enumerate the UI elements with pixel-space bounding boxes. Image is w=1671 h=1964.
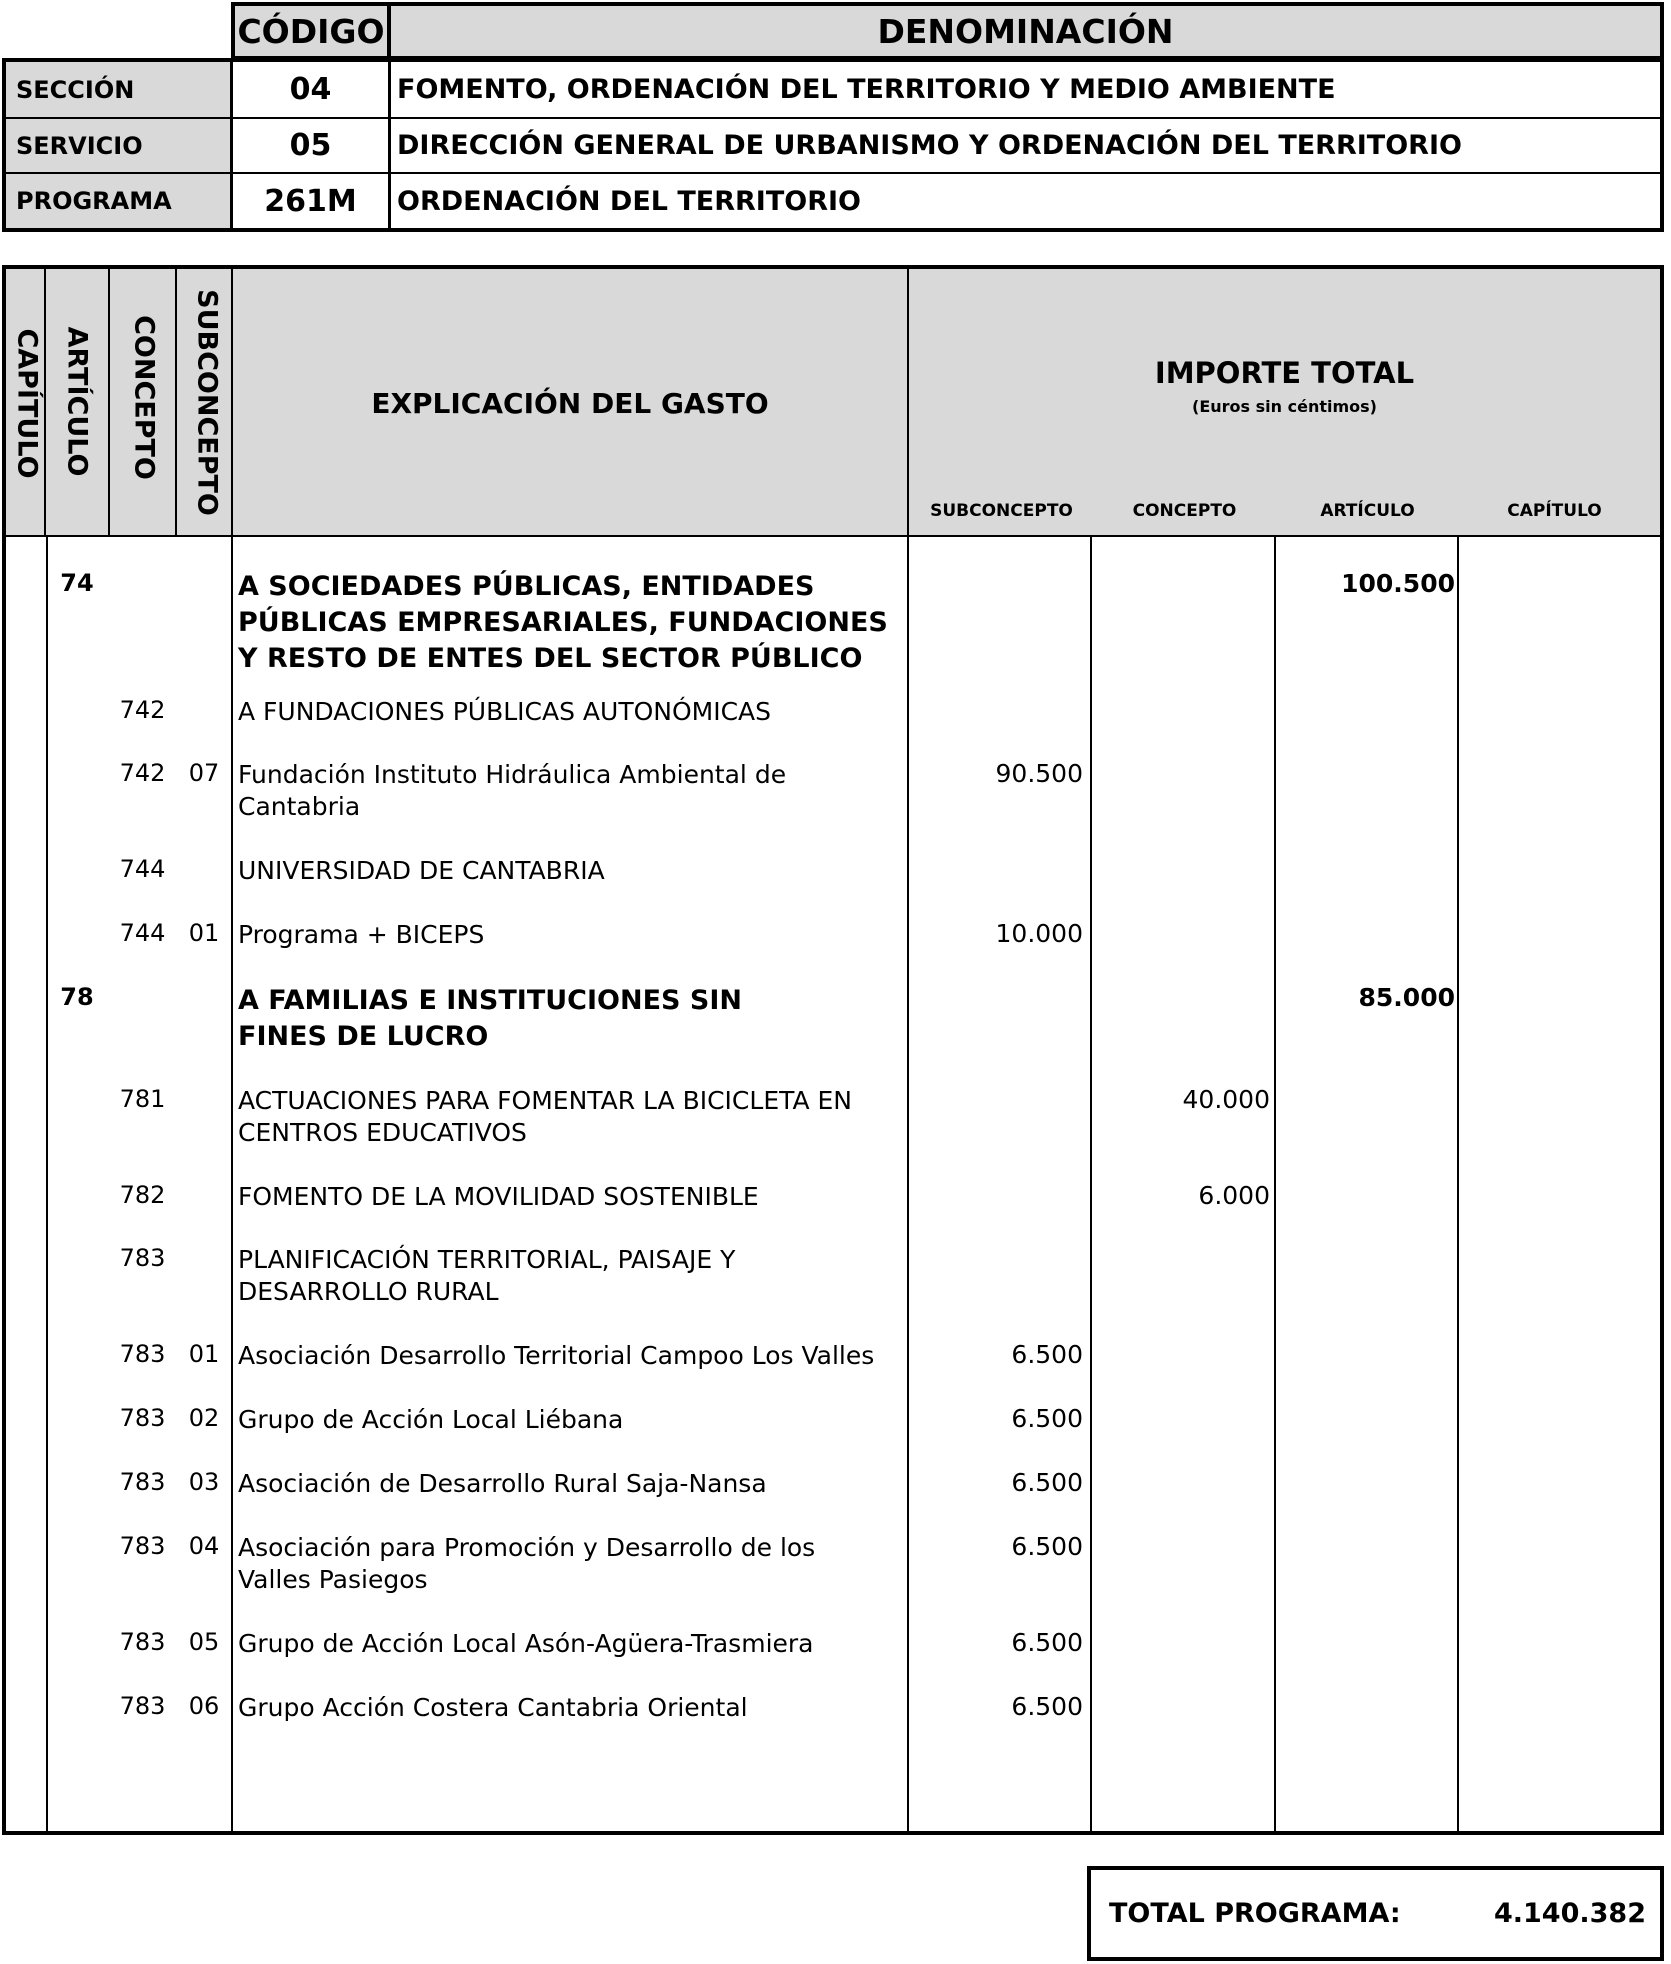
capitulo-header: CAPÍTULO — [11, 328, 43, 479]
seccion-row — [6, 62, 1660, 117]
concepto-cell: 742 — [119, 696, 166, 724]
concepto-cell: 781 — [119, 1085, 166, 1113]
description-cell: UNIVERSIDAD DE CANTABRIA — [238, 856, 605, 885]
description-cell: A FAMILIAS E INSTITUCIONES SIN FINES DE LUCRO — [238, 985, 742, 1052]
servicio-name: DIRECCIÓN GENERAL DE URBANISMO Y ORDENACIÓN DEL TERRITORIO — [397, 130, 1462, 161]
concepto-cell: 744 — [119, 919, 166, 947]
col-divider — [1274, 537, 1276, 1831]
description-cell: Asociación Desarrollo Territorial Campoo Los Valles — [238, 1341, 875, 1370]
seccion-label: SECCIÓN — [6, 62, 233, 117]
total-programa-box — [1087, 1866, 1664, 1961]
col-divider — [1457, 537, 1459, 1831]
description-cell: A FUNDACIONES PÚBLICAS AUTONÓMICAS — [238, 697, 772, 726]
concepto-header-col — [110, 269, 177, 537]
concepto-header: CONCEPTO — [128, 315, 160, 480]
importe-header — [909, 269, 1660, 537]
seccion-name: FOMENTO, ORDENACIÓN DEL TERRITORIO Y MEDIO AMBIENTE — [397, 74, 1336, 105]
description-cell: A SOCIEDADES PÚBLICAS, ENTIDADES PÚBLICAS EMPRESARIALES, FUNDACIONES Y RESTO DE ENTES DEL SECTOR PÚBLICO — [238, 571, 888, 674]
col-subconcepto-header: SUBCONCEPTO — [930, 501, 1073, 521]
description-cell: Grupo de Acción Local Asón-Agüera-Trasmiera — [238, 1629, 814, 1658]
subconcepto-cell: 02 — [188, 1404, 220, 1432]
subconcepto-amount: 10.000 — [995, 919, 1083, 948]
program-header — [2, 2, 1664, 232]
subconcepto-cell: 01 — [188, 919, 220, 947]
description-cell: ACTUACIONES PARA FOMENTAR LA BICICLETA EN CENTROS EDUCATIVOS — [238, 1086, 852, 1147]
subconcepto-amount: 90.500 — [995, 759, 1083, 788]
explicacion-header: EXPLICACIÓN DEL GASTO — [233, 269, 909, 537]
col-divider — [231, 537, 233, 1831]
concepto-cell: 782 — [119, 1181, 166, 1209]
col-divider — [1090, 537, 1092, 1831]
description-cell: Asociación de Desarrollo Rural Saja-Nansa — [238, 1469, 767, 1498]
concepto-cell: 783 — [119, 1468, 166, 1496]
articulo-cell: 74 — [60, 569, 94, 597]
servicio-label: SERVICIO — [6, 119, 233, 172]
articulo-header: ARTÍCULO — [61, 326, 93, 477]
description-cell: FOMENTO DE LA MOVILIDAD SOSTENIBLE — [238, 1182, 759, 1211]
capitulo-header-col — [6, 269, 46, 537]
programa-name: ORDENACIÓN DEL TERRITORIO — [397, 185, 862, 217]
header-rows — [2, 58, 1664, 232]
table-body — [6, 537, 1660, 1831]
subconcepto-cell: 04 — [188, 1532, 220, 1560]
denominacion-heading: DENOMINACIÓN — [387, 2, 1664, 60]
concepto-amount: 40.000 — [1182, 1085, 1270, 1114]
col-divider — [46, 537, 48, 1831]
subconcepto-header-col — [177, 269, 233, 537]
seccion-code: 04 — [233, 62, 391, 117]
description-cell: PLANIFICACIÓN TERRITORIAL, PAISAJE Y DESARROLLO RURAL — [238, 1245, 736, 1306]
concepto-cell: 744 — [119, 855, 166, 883]
servicio-code: 05 — [233, 119, 391, 172]
articulo-cell: 78 — [60, 983, 94, 1011]
subconcepto-amount: 6.500 — [1011, 1532, 1083, 1561]
programa-label: PROGRAMA — [6, 174, 233, 228]
concepto-cell: 783 — [119, 1692, 166, 1720]
description-cell: Grupo Acción Costera Cantabria Oriental — [238, 1693, 748, 1722]
col-capitulo-header: CAPÍTULO — [1507, 501, 1602, 521]
subconcepto-amount: 6.500 — [1011, 1340, 1083, 1369]
concepto-cell: 783 — [119, 1532, 166, 1560]
description-cell: Asociación para Promoción y Desarrollo de los Valles Pasiegos — [238, 1533, 816, 1594]
articulo-header-col — [46, 269, 110, 537]
subconcepto-cell: 01 — [188, 1340, 220, 1368]
articulo-amount: 85.000 — [1358, 983, 1455, 1012]
concepto-cell: 783 — [119, 1628, 166, 1656]
table-header — [6, 269, 1660, 537]
importe-title: IMPORTE TOTAL — [1154, 356, 1415, 390]
codigo-heading: CÓDIGO — [231, 2, 391, 60]
programa-row — [6, 172, 1660, 228]
subconcepto-cell: 06 — [188, 1692, 220, 1720]
subconcepto-amount: 6.500 — [1011, 1628, 1083, 1657]
total-label: TOTAL PROGRAMA: — [1109, 1898, 1401, 1929]
articulo-amount: 100.500 — [1341, 569, 1455, 598]
concepto-cell: 783 — [119, 1244, 166, 1272]
concepto-cell: 783 — [119, 1404, 166, 1432]
subconcepto-header: SUBCONCEPTO — [191, 289, 223, 516]
subconcepto-cell: 03 — [188, 1468, 220, 1496]
col-concepto-header: CONCEPTO — [1132, 501, 1237, 521]
subconcepto-amount: 6.500 — [1011, 1468, 1083, 1497]
concepto-cell: 742 — [119, 759, 166, 787]
subconcepto-amount: 6.500 — [1011, 1692, 1083, 1721]
subconcepto-cell: 07 — [188, 759, 220, 787]
description-cell: Grupo de Acción Local Liébana — [238, 1405, 624, 1434]
col-articulo-header: ARTÍCULO — [1320, 501, 1415, 521]
importe-subtitle: (Euros sin céntimos) — [1192, 397, 1377, 416]
total-value: 4.140.382 — [1493, 1898, 1646, 1929]
description-cell: Programa + BICEPS — [238, 920, 485, 949]
concepto-amount: 6.000 — [1198, 1181, 1270, 1210]
concepto-cell: 783 — [119, 1340, 166, 1368]
subconcepto-amount: 6.500 — [1011, 1404, 1083, 1433]
programa-code: 261M — [233, 174, 391, 228]
subconcepto-cell: 05 — [188, 1628, 220, 1656]
expense-table — [2, 265, 1664, 1835]
description-cell: Fundación Instituto Hidráulica Ambiental de Cantabria — [238, 760, 787, 821]
servicio-row — [6, 117, 1660, 172]
